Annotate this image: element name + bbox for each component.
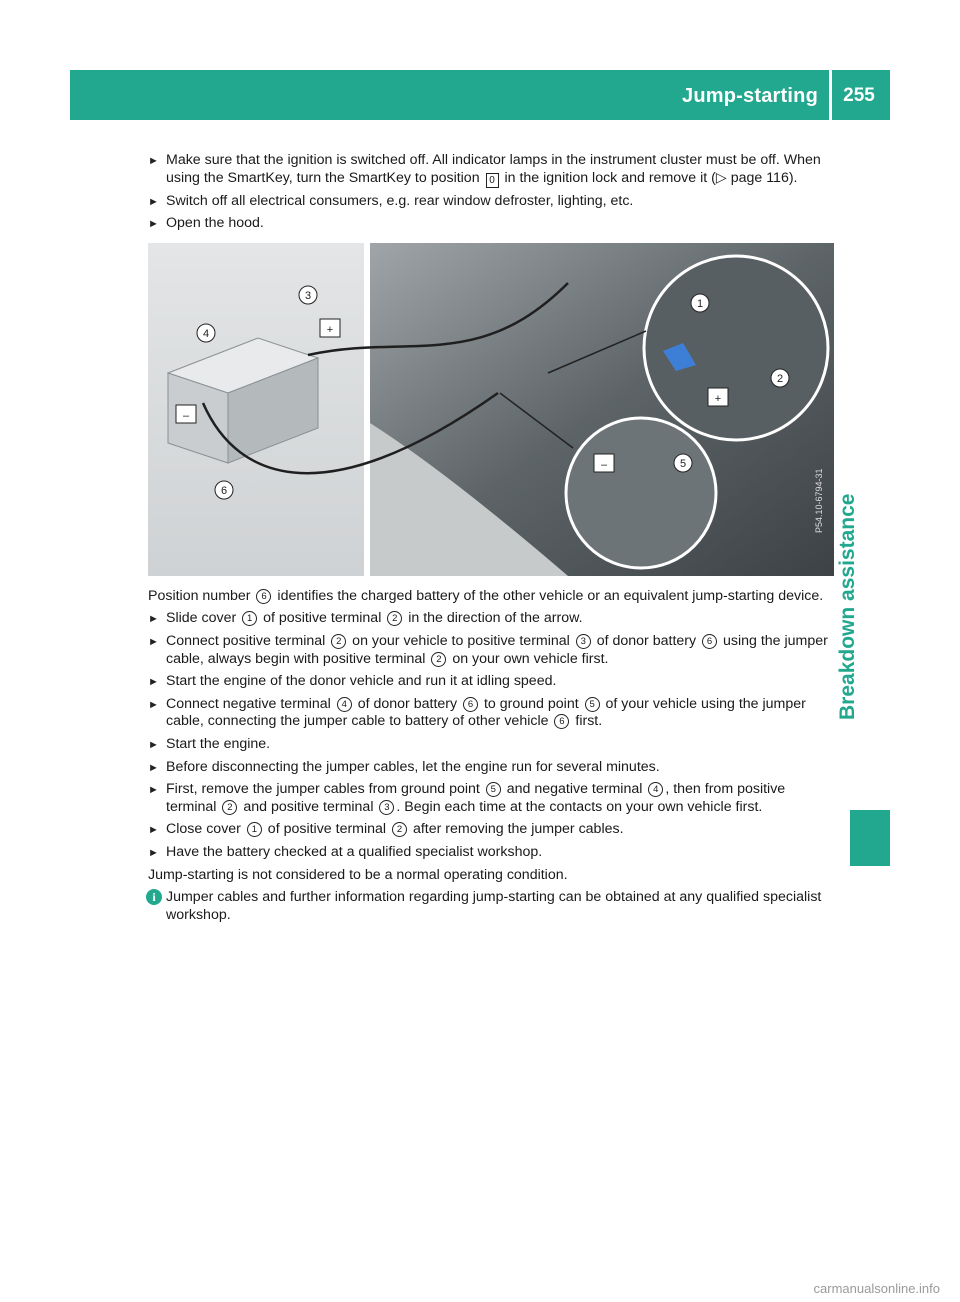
step-text: and positive terminal	[239, 798, 378, 815]
step-text: and negative terminal	[502, 781, 647, 798]
step-arrow-icon: ►	[148, 846, 159, 859]
step-text: on your vehicle to positive terminal	[348, 632, 574, 649]
step-text: . Begin each time at the contacts on your own vehicle first.	[396, 798, 763, 815]
step-text: Close cover	[166, 821, 245, 838]
number-badge: 1	[242, 611, 257, 626]
instruction-step	[148, 696, 834, 731]
intro-text: Position number	[148, 587, 255, 604]
svg-text:+: +	[714, 392, 722, 405]
number-badge: 6	[256, 589, 271, 604]
number-badge: 2	[331, 634, 346, 649]
instruction-list	[148, 610, 834, 861]
number-badge: 5	[585, 697, 600, 712]
svg-text:–: –	[600, 458, 608, 471]
step-arrow-icon: ►	[148, 218, 159, 231]
step-text: Have the battery checked at a qualified specialist workshop.	[166, 843, 543, 860]
figure-code: P54.10-6794-31	[814, 468, 824, 533]
step-text: Slide cover	[166, 610, 241, 627]
step-text: Connect negative terminal	[166, 695, 335, 712]
number-badge: 2	[392, 822, 407, 837]
number-badge: 3	[379, 800, 394, 815]
detail-circle-ground	[566, 418, 716, 568]
instruction-step	[148, 633, 834, 668]
step-text: after removing the jumper cables.	[409, 821, 624, 838]
instruction-step	[148, 193, 834, 211]
callout-2	[771, 369, 789, 387]
step-text: of donor battery	[592, 632, 701, 649]
number-badge: 6	[702, 634, 717, 649]
number-badge: 6	[463, 697, 478, 712]
step-text: Start the engine of the donor vehicle and run it at idling speed.	[166, 673, 557, 690]
page-reference-link[interactable]: page 116).	[726, 169, 798, 186]
page-body	[148, 152, 834, 924]
svg-text:–: –	[182, 409, 190, 422]
step-text: to ground point	[480, 695, 583, 712]
step-text: Start the engine.	[166, 735, 271, 752]
svg-text:+: +	[326, 323, 334, 336]
number-badge: 2	[431, 652, 446, 667]
closing-text: Jump-starting is not considered to be a normal operating condition.	[148, 866, 568, 883]
number-badge: 1	[247, 822, 262, 837]
page-number: 255	[843, 85, 875, 106]
step-text: first.	[571, 713, 603, 730]
plus-label-vehicle	[708, 388, 728, 406]
step-arrow-icon: ►	[148, 738, 159, 751]
number-badge: 4	[337, 697, 352, 712]
step-arrow-icon: ►	[148, 824, 159, 837]
header-divider	[829, 70, 832, 120]
info-text: Jumper cables and further information regarding jump-starting can be obtained at any qualified specialist workshop.	[166, 889, 822, 923]
step-text: , then from positive terminal	[166, 781, 786, 815]
step-arrow-icon: ►	[148, 784, 159, 797]
step-text: Switch off all electrical consumers, e.g. rear window defroster, lighting, etc.	[166, 192, 634, 209]
footer-watermark: carmanualsonline.info	[813, 1281, 940, 1296]
callout-1	[691, 294, 709, 312]
instruction-step	[148, 152, 834, 188]
svg-text:6: 6	[220, 484, 228, 497]
number-badge: 3	[576, 634, 591, 649]
step-text: Before disconnecting the jumper cables, let the engine run for several minutes.	[166, 758, 660, 775]
svg-text:1: 1	[696, 297, 704, 310]
jump-start-illustration	[148, 243, 834, 576]
instruction-step	[148, 781, 834, 816]
callout-3	[299, 286, 317, 304]
page-ref-arrow-icon: ▷	[715, 169, 727, 186]
step-arrow-icon: ►	[148, 613, 159, 626]
number-badge: 2	[387, 611, 402, 626]
number-badge: 6	[554, 714, 569, 729]
info-note	[148, 889, 834, 924]
step-text: Open the hood.	[166, 215, 264, 232]
instruction-step	[148, 759, 834, 777]
step-arrow-icon: ►	[148, 676, 159, 689]
section-title: Jump-starting	[682, 85, 818, 107]
plus-label-donor	[320, 319, 340, 337]
step-text: in the ignition lock and remove it (	[500, 169, 716, 186]
key-position-icon: 0	[486, 173, 499, 188]
step-text: of donor battery	[353, 695, 462, 712]
instruction-step	[148, 736, 834, 754]
instruction-step	[148, 215, 834, 233]
step-text: First, remove the jumper cables from ground point	[166, 781, 484, 798]
svg-text:3: 3	[304, 289, 312, 302]
callout-6	[215, 481, 233, 499]
instruction-step	[148, 844, 834, 862]
step-arrow-icon: ►	[148, 761, 159, 774]
svg-text:5: 5	[679, 457, 687, 470]
step-text: on your own vehicle first.	[448, 650, 609, 667]
step-text: Connect positive terminal	[166, 632, 330, 649]
svg-text:2: 2	[776, 372, 784, 385]
step-text: in the direction of the arrow.	[404, 610, 583, 627]
step-text: of your vehicle using the jumper cable, connecting the jumper cable to battery of other vehicle	[166, 695, 806, 730]
number-badge: 5	[486, 782, 501, 797]
step-text: of positive terminal	[259, 610, 386, 627]
step-arrow-icon: ►	[148, 698, 159, 711]
number-badge: 2	[222, 800, 237, 815]
instruction-step	[148, 610, 834, 628]
intro-text: identifies the charged battery of the other vehicle or an equivalent jump-starting device.	[273, 587, 824, 604]
minus-label-donor	[176, 405, 196, 423]
page-header	[70, 70, 890, 120]
step-arrow-icon: ►	[148, 195, 159, 208]
instruction-step	[148, 821, 834, 839]
side-tab-label: Breakdown assistance	[836, 493, 859, 720]
callout-4	[197, 324, 215, 342]
minus-label-vehicle	[594, 454, 614, 472]
number-badge: 4	[648, 782, 663, 797]
illustration-svg	[148, 243, 834, 576]
step-arrow-icon: ►	[148, 155, 159, 167]
callout-5	[674, 454, 692, 472]
step-text: of positive terminal	[263, 821, 391, 838]
svg-text:4: 4	[202, 327, 210, 340]
side-tab-marker	[850, 810, 890, 866]
instruction-step	[148, 673, 834, 691]
intro-paragraph	[148, 588, 834, 606]
step-arrow-icon: ►	[148, 635, 159, 648]
info-icon: i	[146, 889, 162, 905]
step-text: Make sure that the ignition is switched off. All indicator lamps in the instrument cluster must be off. When using the SmartKey, turn the SmartKey to position	[166, 152, 821, 186]
step-text: using the jumper cable, always begin with positive terminal	[166, 632, 828, 667]
